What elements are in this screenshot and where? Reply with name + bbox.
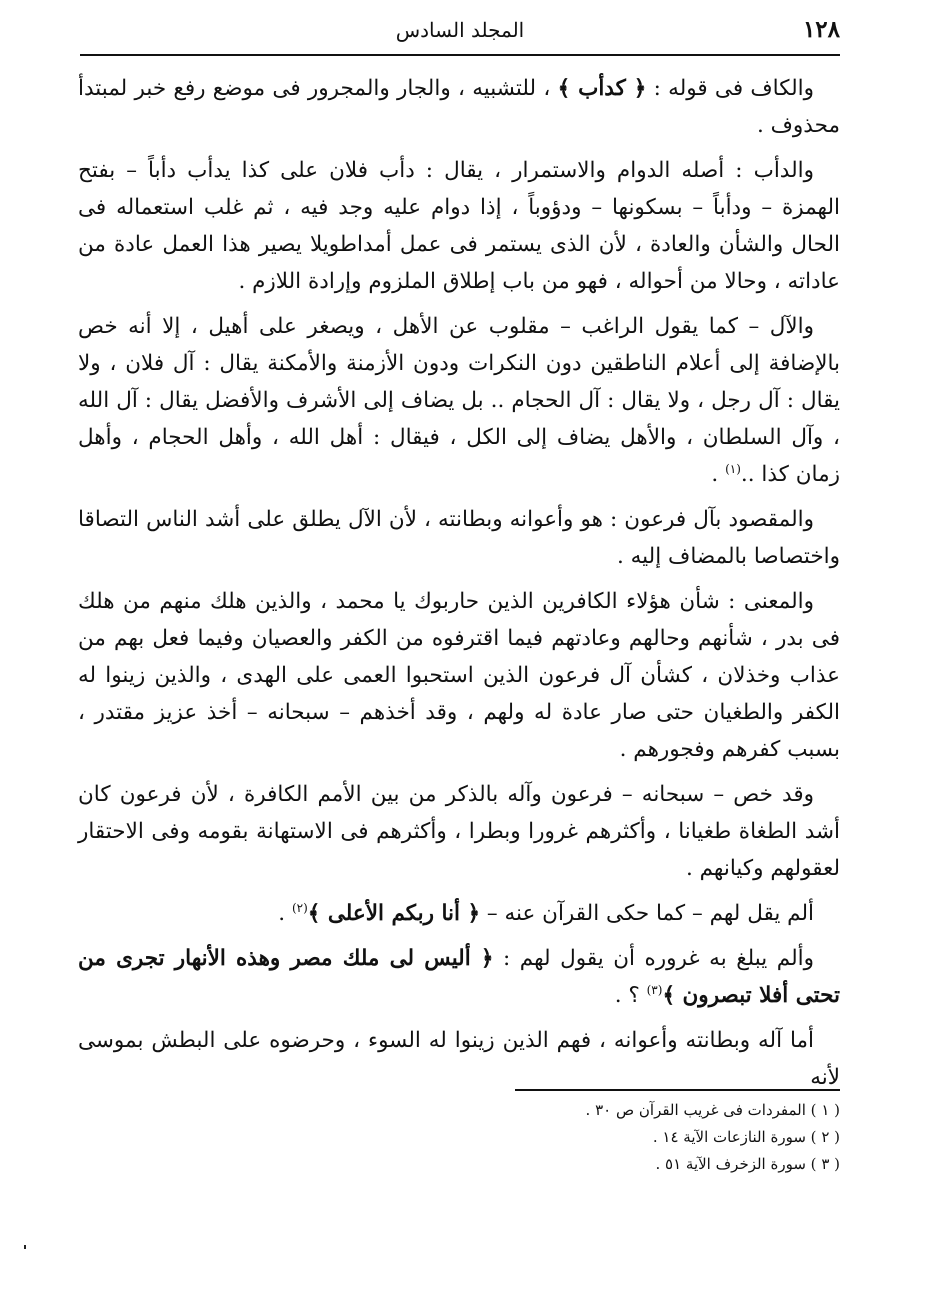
paragraph [78, 940, 840, 1014]
text-run: والدأب : أصله الدوام والاستمرار ، يقال : دأب فلان على كذا يدأب دأباً – بفتح الهمزة – ودأباً – بسكونها – ودؤوباً ، إذا دوام عليه وجد فيه ، ثم غلب استعماله فى الحال والشأن والعادة ، لأن الذى يستمر فى عمل أمداطويلا يصير هذا العمل عادة من عاداته ، وحالا من أحواله ، فهو من باب إطلاق الملزوم وإرادة اللازم . [78, 158, 840, 294]
footnote: ( ٣ ) سورة الزخرف الآية ٥١ . [655, 1155, 840, 1173]
paragraph [78, 895, 840, 932]
running-head: المجلد السادس [395, 18, 525, 42]
text-run: . [711, 462, 726, 487]
text-run: وقد خص – سبحانه – فرعون وآله بالذكر من بين الأمم الكافرة ، لأن فرعون كان أشد الطغاة طغيانا ، وأكثرهم غرورا وبطرا ، وأكثرهم فى الاستهانة بقومه وفى الاحتقار لعقولهم وكيانهم . [78, 782, 840, 881]
text-run: والمعنى : شأن هؤلاء الكافرين الذين حاربوك يا محمد ، والذين هلك منهم من هلك فى بدر ، شأنهم وحالهم وعادتهم فيما اقترفوه من الكفر والعصيان وفيما فعل بهم من عذاب وخذلان ، كشأن آل فرعون الذين استحبوا العمى على الهدى ، والذين زينوا له الكفر والطغيان حتى صار عادة له ولهم ، وقد أخذهم – سبحانه – أخذ عزيز مقتدر ، بسبب كفرهم وفجورهم . [78, 589, 840, 762]
text-run: ألم يقل لهم – كما حكى القرآن عنه – [480, 901, 814, 926]
quran-quote: ﴿ كدأب ﴾ [557, 76, 647, 101]
text-run: والمقصود بآل فرعون : هو وأعوانه وبطانته ، لأن الآل يطلق على أشد الناس التصاقا واختصاصا بالمضاف إليه . [78, 507, 840, 569]
footnote-ref: (١) [725, 461, 741, 476]
scan-speck [24, 1245, 26, 1249]
header-rule [80, 54, 840, 56]
body-text [78, 70, 840, 1104]
page-number: ١٢٨ [802, 16, 840, 43]
quran-quote: ﴿ أنا ربكم الأعلى ﴾ [307, 901, 481, 926]
page-header [80, 14, 840, 50]
footnote-ref: (٢) [291, 900, 308, 915]
footnotes [420, 1097, 840, 1178]
text-run: ، للتشبيه ، والجار والمجرور فى موضع رفع خبر لمبتدأ محذوف . [78, 76, 840, 138]
paragraph [78, 308, 840, 493]
text-run: ؟ . [614, 983, 647, 1008]
footnote: ( ٢ ) سورة النازعات الآية ١٤ . [652, 1128, 840, 1146]
text-run: والآل – كما يقول الراغب – مقلوب عن الأهل ، ويصغر على أهيل ، إلا أنه خص بالإضافة إلى أعلام الناطقين دون النكرات ودون الأزمنة والأمكنة يقال : آل فلان ، ولا يقال : آل رجل ، ولا يقال : آل الحجام .. بل يضاف إلى الأشرف والأفضل يقال : آل الله ، وآل السلطان ، والأهل يضاف إلى الكل ، فيقال : أهل الله ، وأهل الحجام ، وأهل زمان كذا .. [78, 314, 840, 487]
quran-quote: ﴿ أليس لى ملك مصر وهذه الأنهار تجرى من تحتى أفلا تبصرون ﴾ [78, 946, 840, 1008]
paragraph [78, 1022, 840, 1096]
footnote-rule [515, 1089, 840, 1091]
paragraph [78, 583, 840, 768]
paragraph [78, 501, 840, 575]
paragraph [78, 70, 840, 144]
text-run: وألم يبلغ به غروره أن يقول لهم : [493, 946, 815, 971]
paragraph [78, 152, 840, 300]
text-run: والكاف فى قوله : [646, 76, 814, 101]
paragraph [78, 776, 840, 887]
text-run: أما آله وبطانته وأعوانه ، فهم الذين زينوا له السوء ، وحرضوه على البطش بموسى لأنه [78, 1028, 840, 1090]
footnote: ( ١ ) المفردات فى غريب القرآن ص ٣٠ . [585, 1101, 840, 1119]
text-run: . [278, 901, 292, 926]
footnote-ref: (٣) [646, 982, 663, 997]
